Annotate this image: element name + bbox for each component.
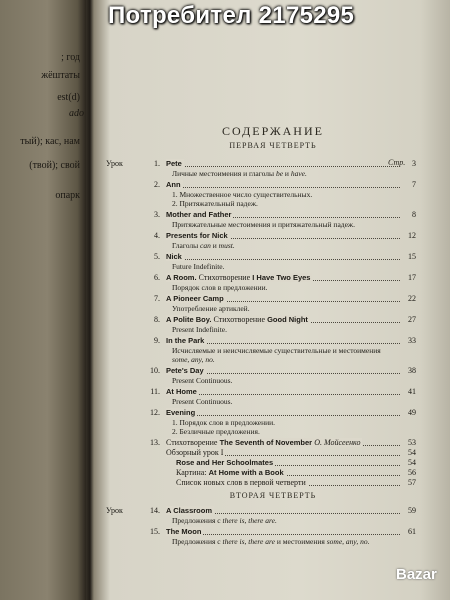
page-number: 33	[408, 336, 416, 345]
lesson-title: The Moon	[166, 527, 202, 536]
page-number: 54	[408, 448, 416, 457]
toc-subline	[96, 199, 426, 209]
sub-italic: some, any, no.	[172, 355, 215, 364]
page-number: 3	[412, 159, 416, 168]
lesson-number: 9.	[154, 336, 160, 345]
dot-leader	[166, 166, 400, 167]
toc-subline	[96, 537, 426, 547]
page-number: 8	[412, 210, 416, 219]
dot-leader	[166, 415, 400, 416]
lesson-title: Nick	[166, 252, 182, 261]
page-number: 56	[408, 468, 416, 477]
toc-row	[96, 210, 416, 220]
sub-italic: there is, there are	[222, 537, 275, 546]
sub-italic: have.	[290, 169, 307, 178]
lesson-number: 11.	[150, 387, 160, 396]
toc-subline	[96, 262, 426, 272]
lesson-title: Rose and Her Schoolmates	[176, 458, 274, 467]
page-number: 53	[408, 438, 416, 447]
page-number: 12	[408, 231, 416, 240]
toc-row	[96, 527, 416, 537]
lesson-title-plain: Обзорный урок I	[166, 448, 224, 457]
toc-row	[96, 448, 416, 458]
toc-row	[96, 180, 416, 190]
toc-subline	[96, 355, 426, 365]
sub-text: Предложения с	[172, 537, 221, 546]
lesson-number: 15.	[150, 527, 160, 536]
page-number: 61	[408, 527, 416, 536]
toc-row	[96, 294, 416, 304]
lesson-title-part: A Room.	[166, 273, 197, 282]
sub-text: Present Continuous.	[172, 397, 233, 406]
lesson-number: 12.	[150, 408, 160, 417]
lesson-number: 2.	[154, 180, 160, 189]
lesson-title: A Pioneer Camp	[166, 294, 224, 303]
toc-subline	[96, 516, 426, 526]
page-column-label: Стр.	[388, 158, 406, 167]
toc-row	[106, 468, 416, 478]
page-number: 38	[408, 366, 416, 375]
toc-row	[96, 231, 416, 241]
page-number: 59	[408, 506, 416, 515]
seller-overlay-title: Потребител 2175295	[108, 2, 355, 29]
toc-subline	[96, 241, 426, 251]
lesson-title	[166, 438, 362, 447]
sub-text: Present Continuous.	[172, 376, 233, 385]
dot-leader	[166, 259, 400, 260]
sub-text: 2. Притяжательный падеж.	[172, 199, 258, 208]
toc-subline	[96, 304, 426, 314]
dot-leader	[166, 187, 400, 188]
sub-text: Личные местоимения и глаголы	[172, 169, 275, 178]
lesson-number: 5.	[154, 252, 160, 261]
left-page-line: (твой); свой	[29, 160, 80, 171]
lesson-title: In the Park	[166, 336, 205, 345]
lesson-title: Presents for Nick	[166, 231, 228, 240]
sub-italic: there is, there are.	[222, 516, 277, 525]
toc-subline	[96, 220, 426, 230]
page-number: 27	[408, 315, 416, 324]
left-page-line: oпарк	[55, 190, 80, 201]
sub-text: Глаголы	[172, 241, 199, 250]
toc-row	[106, 458, 416, 468]
lesson-number: 3.	[154, 210, 160, 219]
left-page	[0, 0, 86, 600]
toc-subline	[96, 283, 426, 293]
toc-row	[106, 478, 416, 488]
lesson-title-plain: Стихотворение	[213, 315, 265, 324]
lesson-number: 8.	[154, 315, 160, 324]
lesson-number: 4.	[154, 231, 160, 240]
lesson-number: 10.	[150, 366, 160, 375]
toc-row	[96, 387, 416, 397]
sub-text: Предложения с	[172, 516, 221, 525]
lesson-title	[166, 315, 310, 324]
quarter-heading-first: ПЕРВАЯ ЧЕТВЕРТЬ	[229, 141, 317, 150]
toc-subline	[96, 376, 426, 386]
lesson-title-plain: Список новых слов в первой четверти	[176, 478, 306, 487]
sub-text: 1. Порядок слов в предложении.	[172, 418, 276, 427]
toc-row	[96, 252, 416, 262]
sub-text: Притяжательные местоимения и притяжательный падеж.	[172, 220, 355, 229]
lesson-number: 1.	[154, 159, 160, 168]
sub-italic: some, any, no.	[326, 537, 370, 546]
lesson-title: Evening	[166, 408, 196, 417]
urok-label: Урок	[106, 506, 123, 515]
toc-row	[96, 408, 416, 418]
lesson-title-part: At Home with a Book	[208, 468, 284, 477]
page-number: 22	[408, 294, 416, 303]
watermark-text: Bazar	[396, 566, 437, 583]
lesson-title-part: Good Night	[267, 315, 308, 324]
toc-subline	[96, 397, 426, 407]
lesson-title: A Classroom	[166, 506, 212, 515]
sub-text: и местоимения	[276, 537, 325, 546]
lesson-number: 6.	[154, 273, 160, 282]
lesson-number: 7.	[154, 294, 160, 303]
sub-text: 1. Множественное число существительных.	[172, 190, 313, 199]
left-page-line: тый); кас, нам	[20, 136, 80, 147]
lesson-title-part: I Have Two Eyes	[252, 273, 311, 282]
page-number: 41	[408, 387, 416, 396]
lesson-title-part: A Polite Boy.	[166, 315, 212, 324]
left-page-line: est(d)	[57, 92, 80, 103]
lesson-title-plain: Стихотворение	[198, 273, 251, 282]
lesson-number: 14.	[150, 506, 160, 515]
sub-text: Future Indefinite.	[172, 262, 225, 271]
dot-leader	[166, 394, 400, 395]
toc-subline	[96, 169, 426, 179]
sub-text: Употребление артиклей.	[172, 304, 250, 313]
toc-row	[96, 506, 416, 516]
toc-row	[96, 438, 416, 448]
lesson-title-plain: Картина:	[176, 468, 207, 477]
lesson-title: Pete's Day	[166, 366, 204, 375]
sub-italic: be	[275, 169, 284, 178]
left-page-line: ado	[69, 108, 84, 119]
page-number: 57	[408, 478, 416, 487]
urok-label: Урок	[106, 159, 123, 168]
toc-row	[96, 159, 416, 169]
lesson-title: Ann	[166, 180, 181, 189]
sub-text: и	[212, 241, 217, 250]
page-number: 54	[408, 458, 416, 467]
lesson-title	[166, 448, 225, 457]
sub-text: Present Indefinite.	[172, 325, 227, 334]
sub-italic: can	[200, 241, 211, 250]
lesson-title: Pete	[166, 159, 182, 168]
lesson-title	[176, 468, 286, 477]
sub-text: 2. Безличные предложения.	[172, 427, 260, 436]
page-number: 15	[408, 252, 416, 261]
toc-subline	[96, 427, 426, 437]
lesson-title: Mother and Father	[166, 210, 232, 219]
toc-title: СОДЕРЖАНИЕ	[222, 124, 324, 138]
sub-italic: must.	[218, 241, 235, 250]
toc-row	[96, 273, 416, 283]
lesson-title: At Home	[166, 387, 197, 396]
toc-page	[96, 0, 450, 600]
page-number: 17	[408, 273, 416, 282]
page-number: 49	[408, 408, 416, 417]
quarter-heading-second: ВТОРАЯ ЧЕТВЕРТЬ	[229, 491, 317, 500]
watermark-logo	[396, 560, 444, 590]
lesson-title	[176, 478, 308, 487]
lesson-number: 13.	[150, 438, 160, 447]
sub-text: Порядок слов в предложении.	[172, 283, 268, 292]
left-page-line: ; год	[61, 52, 80, 63]
left-page-line: жёштаты	[41, 70, 80, 81]
lesson-title	[166, 273, 312, 282]
lesson-title-plain: Стихотворение	[166, 438, 218, 447]
lesson-title-part: The Seventh of November	[219, 438, 313, 447]
sub-text: и	[284, 169, 289, 178]
page-number: 7	[412, 180, 416, 189]
toc-row	[96, 366, 416, 376]
toc-row	[96, 336, 416, 346]
toc-subline	[96, 325, 426, 335]
sub-text: Исчисляемые и неисчисляемые существительные и местоимения	[172, 346, 381, 355]
poem-author: О. Мойсеенко	[314, 438, 361, 447]
toc-row	[96, 315, 416, 325]
